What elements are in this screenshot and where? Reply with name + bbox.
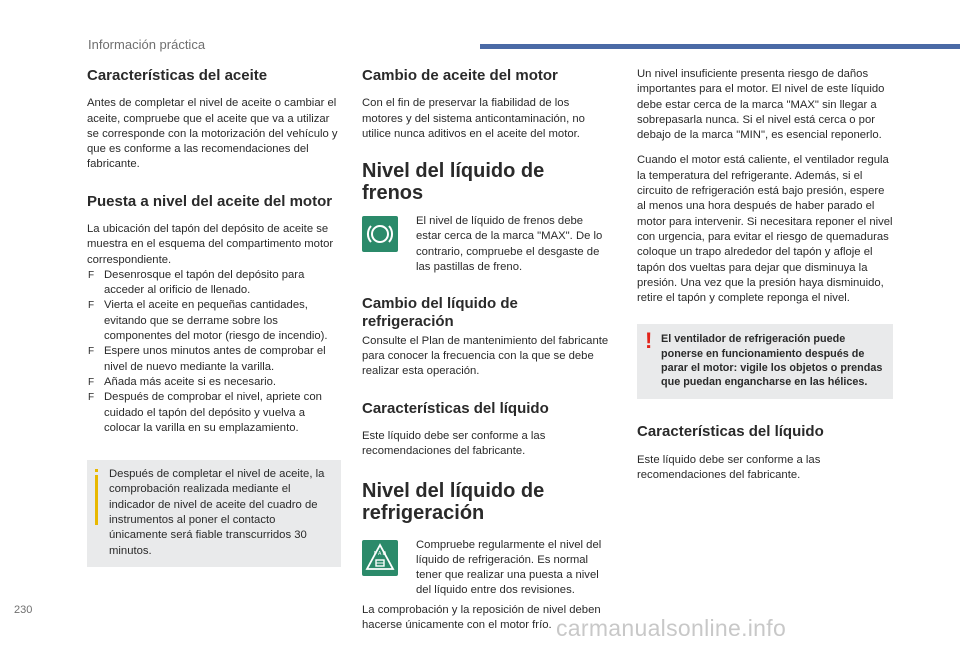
coolant-level-heading: Nivel del líquido de refrigeración xyxy=(362,479,545,524)
watermark: carmanualsonline.info xyxy=(556,615,787,641)
brake-warning-icon xyxy=(362,216,398,252)
list-item: F Vierta el aceite en pequeñas cantidades, evitando que se derrame sobre los componentes del motor (riesgo de incendio). xyxy=(87,298,341,344)
coolant-change-heading: Cambio del líquido de refrigeración xyxy=(362,295,518,330)
oil-level-text: La ubicación del tapón del depósito de aceite se muestra en el esquema del compartimento motor correspondiente. xyxy=(87,222,334,266)
fluid-characteristics-heading-2: Características del líquido xyxy=(637,423,824,441)
coolant-cold-text: La comprobación y la reposición de nivel deben hacerse únicamente con el motor frío. xyxy=(362,603,601,632)
warning-note-text: El ventilador de refrigeración puede ponerse en funcionamiento después de parar el motor: vigile los objetos o prendas que puedan engancharse en las hélices. xyxy=(661,333,883,389)
brake-fluid-text: El nivel de líquido de frenos debe estar cerca de la marca "MAX". De lo contrario, compruebe el desgaste de las pastillas de freno. xyxy=(416,215,603,274)
column-left xyxy=(87,67,341,567)
warning-icon: ! xyxy=(645,328,653,354)
svg-text:F A D: F A D xyxy=(373,550,387,557)
coolant-change-text: Consulte el Plan de mantenimiento del fabricante para conocer la frecuencia con la que se debe realizar esta operación. xyxy=(362,334,609,378)
oil-characteristics-heading: Características del aceite xyxy=(87,67,268,84)
fluid-characteristics-text: Este líquido debe ser conforme a las recomendaciones del fabricante. xyxy=(362,429,546,458)
section-title: Información práctica xyxy=(88,37,206,52)
coolant-level-block xyxy=(362,538,610,599)
coolant-level-text: Compruebe regularmente el nivel del líquido de refrigeración. Es normal tener que realizar una puesta a nivel del líquido entre dos revisiones. xyxy=(416,538,602,597)
fluid-characteristics-text-2: Este líquido debe ser conforme a las recomendaciones del fabricante. xyxy=(637,453,821,481)
info-note-text: Después de completar el nivel de aceite, la comprobación realizada mediante el indicador de nivel de aceite del cuadro de instrumentos al poner el contacto únicamente será fiable transcurridos 30 minutos. xyxy=(109,468,325,557)
oil-characteristics-text: Antes de completar el nivel de aceite o cambiar el aceite, compruebe que el aceite que va a utilizar se corresponde con la motorización del vehículo y que es conforme a las recomendaciones del fabricante. xyxy=(87,97,338,171)
oil-level-heading: Puesta a nivel del aceite del motor xyxy=(87,192,333,210)
column-middle xyxy=(362,67,610,633)
list-item: F Después de comprobar el nivel, apriete con cuidado el tapón del depósito y vuelva a colocar la varilla en su emplazamiento. xyxy=(87,390,341,436)
brake-fluid-block xyxy=(362,214,610,275)
warning-note xyxy=(637,324,893,399)
list-item: F Espere unos minutos antes de comprobar el nivel de nuevo mediante la varilla. xyxy=(87,344,341,375)
coolant-temperature-icon xyxy=(362,540,398,576)
list-item: F Añada más aceite si es necesario. xyxy=(87,375,341,390)
list-item: F Desenrosque el tapón del depósito para acceder al orificio de llenado. xyxy=(87,268,341,299)
oil-level-steps xyxy=(87,268,341,436)
brake-fluid-heading: Nivel del líquido de frenos xyxy=(362,160,545,205)
column-right xyxy=(637,67,893,483)
coolant-hot-text: Cuando el motor está caliente, el ventilador regula la temperatura del refrigerante. Además, si el circuito de refrigeración está bajo presión, espere al menos una hora después de haber parado el motor para intervenir. Si necesitara reponer el nivel con urgencia, para evitar el riesgo de quemaduras coloque un trapo alrededor del tapón y afloje el tapón dos vueltas para dejar que disminuya la presión. Una vez que la presión haya disminuido, retire el tapón y complete reponga el nivel. xyxy=(637,154,893,305)
oil-change-text: Con el fin de preservar la fiabilidad de los motores y del sistema anticontaminación, no utilice nunca aditivos en el aceite del motor. xyxy=(362,97,585,140)
info-icon xyxy=(95,469,98,531)
info-note xyxy=(87,460,341,567)
fluid-characteristics-heading: Características del líquido xyxy=(362,399,549,417)
coolant-risk-text: Un nivel insuficiente presenta riesgo de daños importantes para el motor. El nivel de este líquido debe estar cerca de la marca "MAX" sin llegar a sobrepasarla nunca. Si el nivel está cerca o por debajo de la marca "MIN", es esencial reponerlo. xyxy=(637,68,885,142)
header-accent-bar xyxy=(480,44,960,49)
page-number: 230 xyxy=(14,604,33,616)
oil-change-heading: Cambio de aceite del motor xyxy=(362,67,558,84)
